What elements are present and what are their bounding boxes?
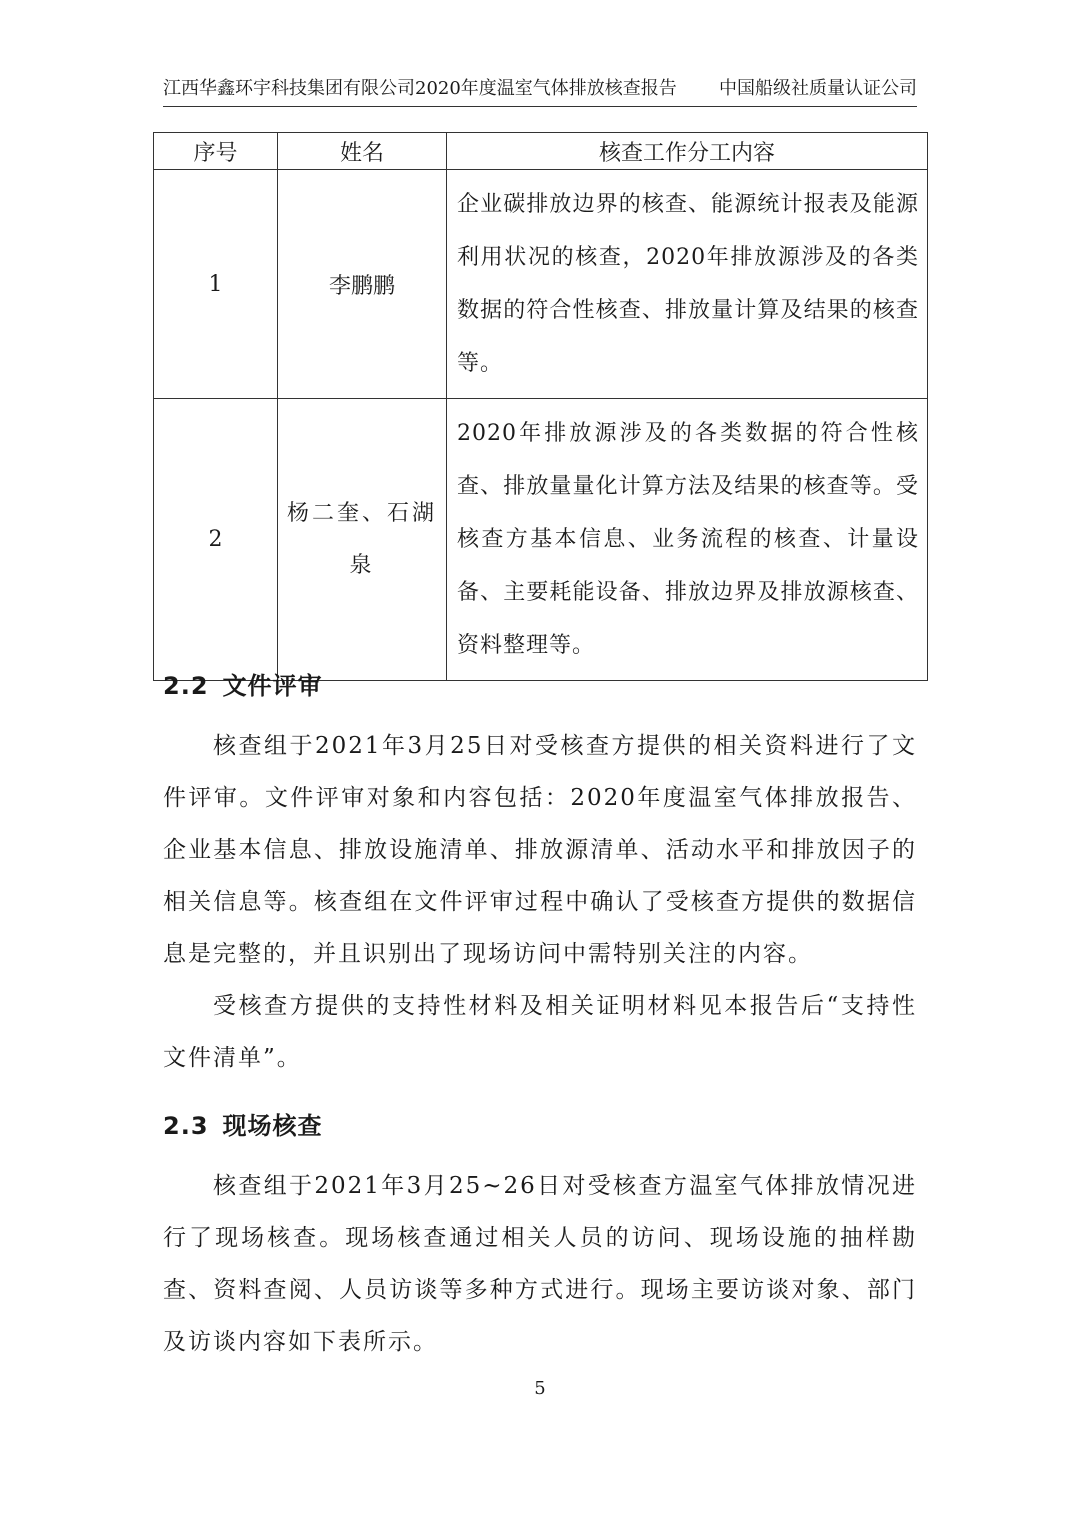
column-header-name: 姓名 [278, 133, 447, 170]
section-title: 现场核查 [222, 1112, 323, 1140]
row-duty: 企业碳排放边界的核查、能源统计报表及能源利用状况的核查，2020年排放源涉及的各类数据的符合性核查、排放量计算及结果的核查等。 [447, 170, 928, 399]
column-header-number: 序号 [154, 133, 278, 170]
row-duty: 2020年排放源涉及的各类数据的符合性核查、排放量量化计算方法及结果的核查等。受核查方基本信息、业务流程的核查、计量设备、主要耗能设备、排放边界及排放源核查、资料整理等。 [447, 399, 928, 681]
row-name: 杨二奎、石湖泉 [278, 399, 447, 681]
paragraph-supporting-materials: 受核查方提供的支持性材料及相关证明材料见本报告后“支持性文件清单”。 [163, 993, 917, 1071]
paragraph-site-verification: 核查组于2021年3月25~26日对受核查方温室气体排放情况进行了现场核查。现场核查通过相关人员的访问、现场设施的抽样勘查、资料查阅、人员访谈等多种方式进行。现场主要访谈对象、部门及访谈内容如下表所示。 [163, 1173, 917, 1355]
table-header-row [154, 133, 928, 170]
section-number: 2.2 [163, 672, 209, 700]
section-title: 文件评审 [222, 672, 323, 700]
section-heading-2-2 [163, 666, 323, 701]
row-number: 1 [154, 170, 278, 399]
header-report-title: 江西华鑫环宇科技集团有限公司2020年度温室气体排放核查报告 [163, 78, 677, 99]
section-heading-2-3 [163, 1106, 323, 1141]
table-row [154, 399, 928, 681]
table-row [154, 170, 928, 399]
column-header-duty: 核查工作分工内容 [447, 133, 928, 170]
page-header [163, 74, 917, 107]
section-number: 2.3 [163, 1112, 209, 1140]
header-certifier: 中国船级社质量认证公司 [719, 78, 917, 99]
task-assignment-table [153, 132, 928, 681]
row-number: 2 [154, 399, 278, 681]
paragraph-document-review: 核查组于2021年3月25日对受核查方提供的相关资料进行了文件评审。文件评审对象和内容包括：2020年度温室气体排放报告、企业基本信息、排放设施清单、排放源清单、活动水平和排放因子的相关信息等。核查组在文件评审过程中确认了受核查方提供的数据信息是完整的，并且识别出了现场访问中需特别关注的内容。 [163, 733, 917, 967]
row-name: 李鹏鹏 [278, 170, 447, 399]
page-number: 5 [534, 1378, 546, 1399]
